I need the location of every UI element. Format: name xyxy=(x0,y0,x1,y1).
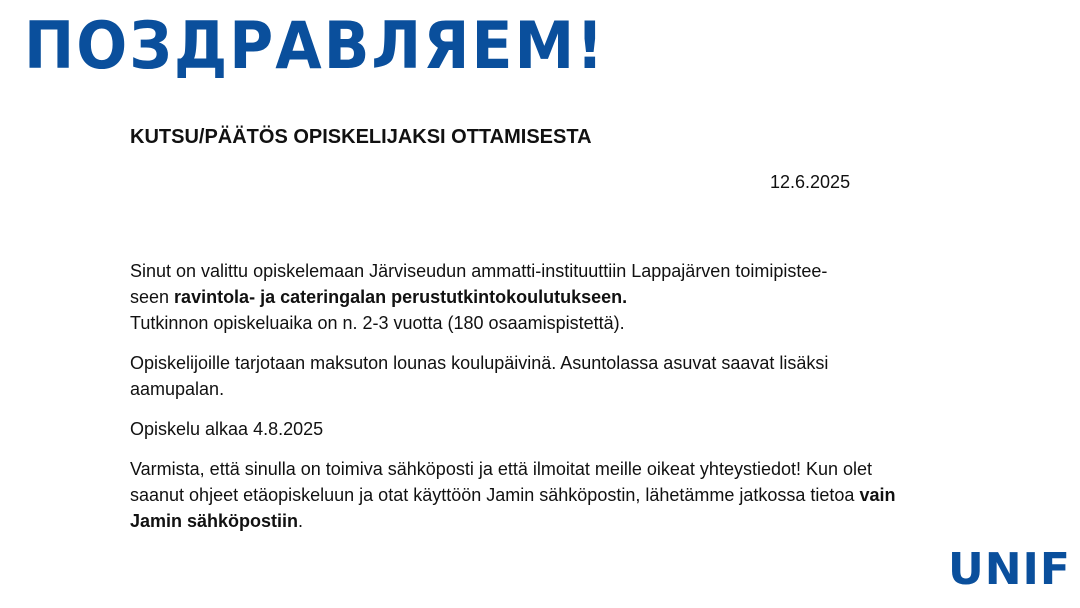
email-paragraph-end: . xyxy=(298,511,304,531)
document-date: 12.6.2025 xyxy=(770,172,851,192)
unif-logo: UNIF xyxy=(948,544,1071,595)
admission-line-3: Tutkinnon opiskeluaika on n. 2-3 vuotta (180 osaamispistettä). xyxy=(130,313,625,333)
email-paragraph-bold: vain Jamin sähköpostiin xyxy=(130,485,896,531)
admission-line-2-prefix: seen xyxy=(130,287,175,307)
email-paragraph-text: Varmista, että sinulla on toimiva sähköposti ja että ilmoitat meille oikeat yhteystiedot! Kun olet saanut ohjeet etäopiskeluun ja otat käyttöön Jamin sähköpostin, lähetämme jatkossa tietoa xyxy=(130,459,873,505)
document-body xyxy=(130,258,920,548)
email-paragraph xyxy=(130,456,920,534)
lunch-paragraph: Opiskelijoille tarjotaan maksuton lounas koulupäivinä. Asuntolassa asuvat saavat lisäksi aamupalan. xyxy=(130,353,829,399)
admission-program-name: ravintola- ja cateringalan perustutkintokoulutukseen. xyxy=(174,287,628,307)
admission-paragraph xyxy=(130,258,920,336)
document-heading: KUTSU/PÄÄTÖS OPISKELIJAKSI OTTAMISESTA xyxy=(130,126,592,148)
banner-title: ПОЗДРАВЛЯЕМ! xyxy=(24,8,606,85)
start-date-paragraph: Opiskelu alkaa 4.8.2025 xyxy=(130,419,324,439)
admission-line-1: Sinut on valittu opiskelemaan Järviseudun ammatti-instituuttiin Lappajärven toimipistee- xyxy=(130,261,828,281)
